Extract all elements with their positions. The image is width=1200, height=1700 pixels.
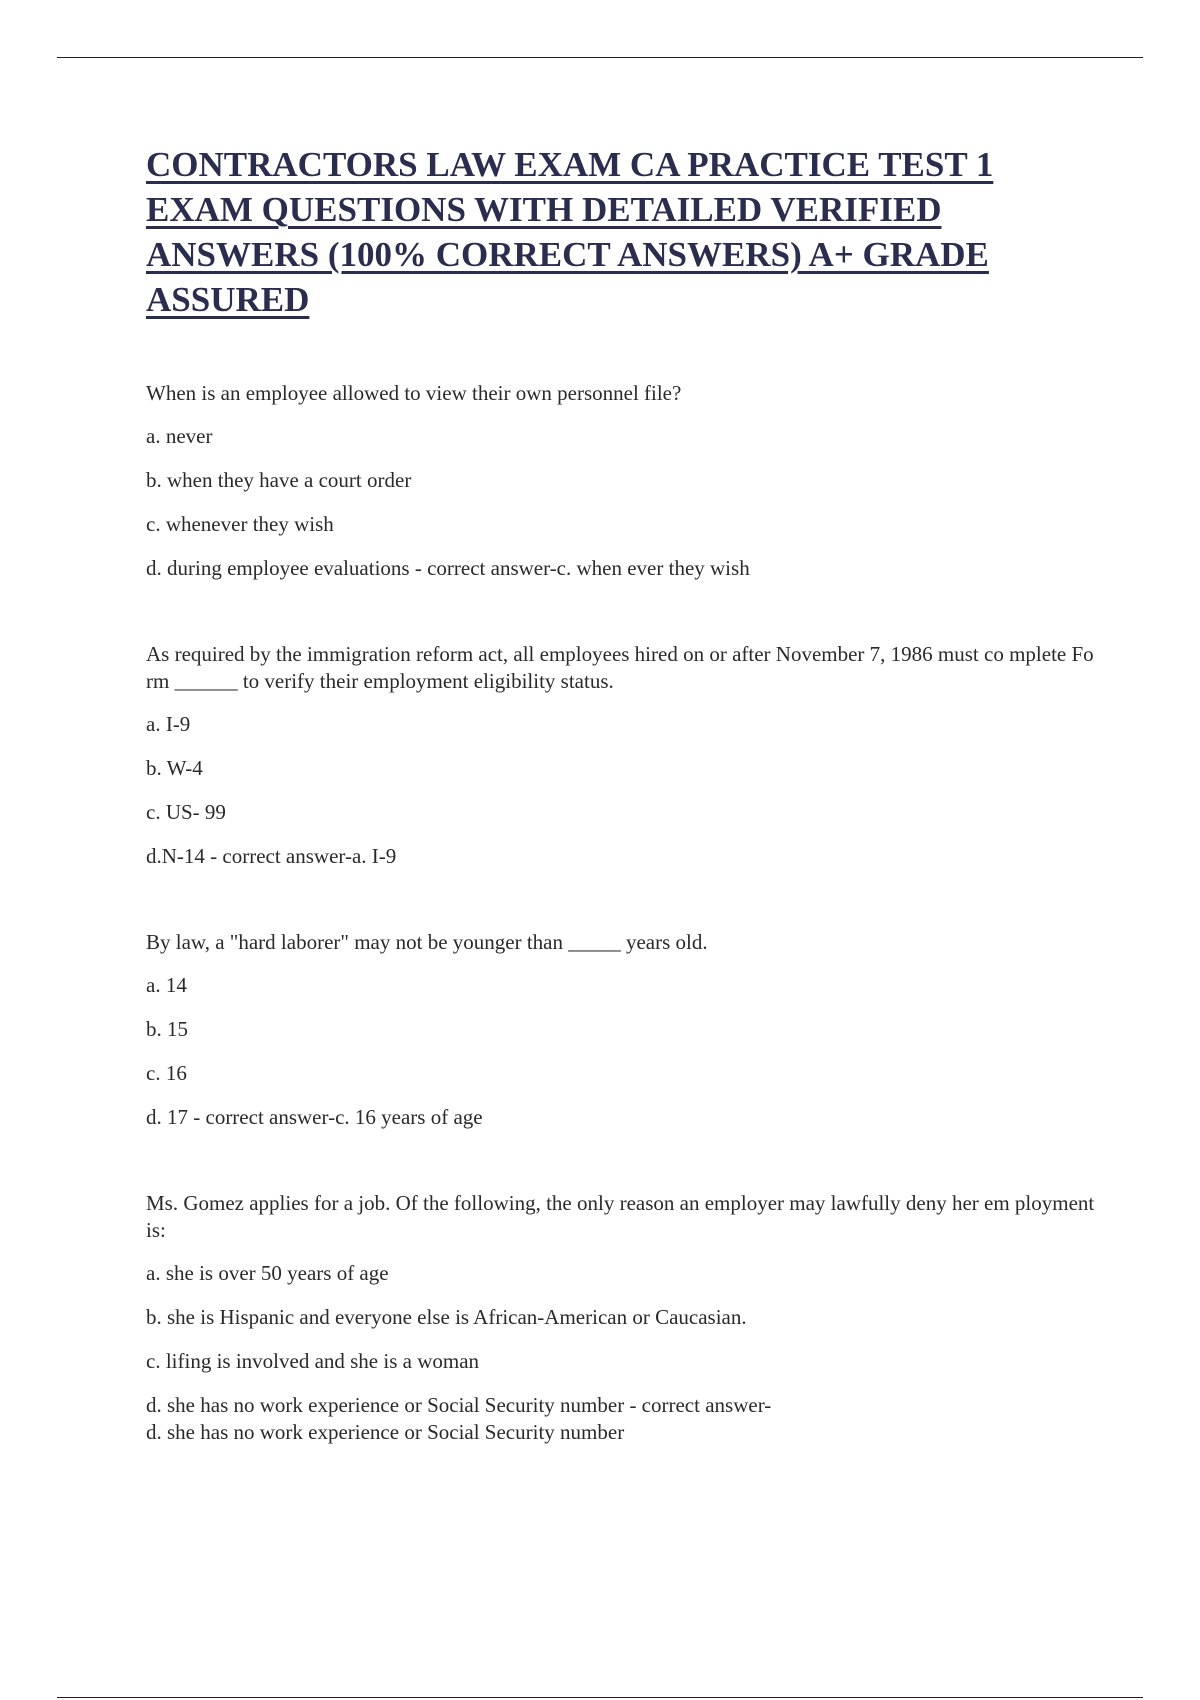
option-d-text: d. she has no work experience or Social Security number - correct answer- bbox=[146, 1393, 772, 1417]
question-text: When is an employee allowed to view their own personnel file? bbox=[146, 381, 682, 405]
option-c: c. whenever they wish bbox=[146, 512, 334, 536]
correct-answer-text: d. she has no work experience or Social Security number bbox=[146, 1420, 625, 1444]
header-rule bbox=[57, 57, 1143, 58]
option-b: b. she is Hispanic and everyone else is African-American or Caucasian. bbox=[146, 1305, 747, 1329]
question-1 bbox=[146, 380, 1096, 582]
option-b: b. W-4 bbox=[146, 756, 203, 780]
option-c: c. US- 99 bbox=[146, 800, 226, 824]
question-text: As required by the immigration reform act, all employees hired on or after November 7, 1986 must co mplete Form ______ to verify their employment eligibility status. bbox=[146, 642, 1094, 693]
option-d: d.N-14 - correct answer-a. I-9 bbox=[146, 844, 397, 868]
option-d: d. 17 - correct answer-c. 16 years of age bbox=[146, 1105, 483, 1129]
footer-rule bbox=[57, 1697, 1143, 1698]
option-a: a. 14 bbox=[146, 973, 187, 997]
option-a: a. she is over 50 years of age bbox=[146, 1261, 389, 1285]
option-d: d. during employee evaluations - correct answer-c. when ever they wish bbox=[146, 556, 750, 580]
question-text: By law, a "hard laborer" may not be younger than _____ years old. bbox=[146, 930, 708, 954]
document-body bbox=[146, 142, 1096, 1505]
question-text: Ms. Gomez applies for a job. Of the following, the only reason an employer may lawfully deny her em ployment is: bbox=[146, 1191, 1095, 1242]
question-list bbox=[146, 380, 1096, 1446]
option-a: a. I-9 bbox=[146, 712, 191, 736]
option-c: c. 16 bbox=[146, 1061, 187, 1085]
option-c: c. lifing is involved and she is a woman bbox=[146, 1349, 480, 1373]
option-a: a. never bbox=[146, 424, 213, 448]
option-b: b. when they have a court order bbox=[146, 468, 412, 492]
option-b: b. 15 bbox=[146, 1017, 188, 1041]
document-title: CONTRACTORS LAW EXAM CA PRACTICE TEST 1 EXAM QUESTIONS WITH DETAILED VERIFIED ANSWERS (100% CORRECT ANSWERS) A+ GRADE ASSURED bbox=[146, 145, 994, 319]
question-3 bbox=[146, 929, 1096, 1131]
question-2 bbox=[146, 641, 1096, 870]
question-4 bbox=[146, 1190, 1096, 1446]
option-d bbox=[146, 1392, 1096, 1446]
